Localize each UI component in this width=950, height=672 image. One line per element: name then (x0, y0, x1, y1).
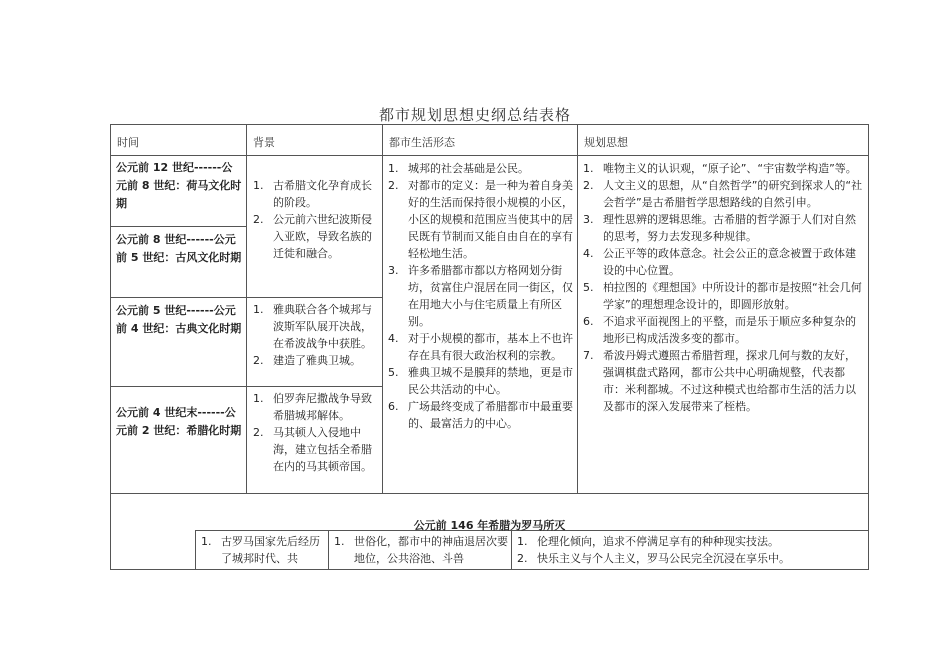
list-item: 6. 广场最终变成了希腊都市中最重要的、最富活力的中心。 (388, 400, 573, 430)
list-item: 1. 伦理化倾向，追求不停满足享有的种种现实技法。 (517, 535, 779, 548)
grid-line (328, 530, 329, 570)
roman-background (199, 533, 325, 569)
planning-list (581, 160, 865, 415)
period-classical: 公元前 5 世纪------公元前 4 世纪：古典文化时期 (116, 304, 242, 335)
period-homeric: 公元前 12 世纪------公元前 8 世纪：荷马文化时期 (116, 161, 242, 210)
roman-life (332, 533, 508, 569)
header-time: 时间 (117, 136, 139, 149)
background-hellenistic-list (251, 390, 379, 475)
grid-line (111, 386, 382, 387)
list-item: 6. 不追求平面视图上的平整，而是乐于顺应多种复杂的地形已构成活泼多变的都市。 (583, 315, 856, 345)
list-item: 1. 唯物主义的认识观，“原子论”、“宇宙数学构造”等。 (583, 162, 857, 175)
grid-line (111, 493, 868, 494)
period-hellenistic: 公元前 4 世纪末------公元前 2 世纪：希腊化时期 (116, 406, 242, 437)
roman-planning-list (515, 533, 865, 567)
grid-line (246, 125, 247, 493)
grid-line (577, 125, 578, 493)
roman-life-list (332, 533, 508, 567)
list-item: 4. 对于小规模的都市，基本上不也许存在具有很大政治权利的宗教。 (388, 332, 573, 362)
list-item: 1. 雅典联合各个城邦与波斯军队展开决战，在希波战争中获胜。 (253, 303, 372, 350)
list-item: 7. 希波丹姆式遵照古希腊哲理，探求几何与数的友好，强调棋盘式路网，都市公共中心明确规整，代表都市：米利都城。不过这种模式也给都市生活的活力以及都市的深入发展带来了桎梏。 (583, 349, 856, 413)
background-classical (251, 301, 379, 369)
life-cell (386, 160, 574, 432)
summary-table (110, 124, 869, 570)
background-classical-list (251, 301, 379, 369)
list-item: 1. 城邦的社会基础是公民。 (388, 162, 529, 175)
grid-line (111, 226, 246, 227)
list-item: 5. 雅典卫城不是膜拜的禁地，更是市民公共活动的中心。 (388, 366, 573, 396)
header-planning: 规划思想 (584, 136, 628, 149)
period-archaic: 公元前 8 世纪------公元前 5 世纪：古风文化时期 (116, 233, 242, 264)
grid-line (111, 155, 868, 156)
list-item: 3. 理性思辨的逻辑思维。古希腊的哲学源于人们对自然的思考，努力去发现多种规律。 (583, 213, 856, 243)
list-item: 2. 公元前六世纪波斯侵入亚欧，导致名族的迁徙和融合。 (253, 213, 372, 260)
grid-line (511, 530, 512, 570)
roman-background-list (199, 533, 325, 567)
list-item: 3. 许多希腊都市都以方格网划分街坊，贫富住户混居在同一街区，仅在用地大小与住宅质量上有所区别。 (388, 264, 573, 328)
roman-conquest-banner: 公元前 146 年希腊为罗马所灭 (413, 519, 566, 532)
planning-cell (581, 160, 865, 415)
background-hellenistic (251, 390, 379, 475)
header-background: 背景 (253, 136, 275, 149)
list-item: 1. 世俗化，都市中的神庙退居次要地位，公共浴池、斗兽 (334, 535, 508, 565)
grid-line (195, 530, 196, 570)
list-item: 5. 柏拉图的《理想国》中所设计的都市是按照“社会几何学家”的理想理念设计的，即圆形放射。 (583, 281, 862, 311)
background-early-list (251, 177, 379, 262)
life-list (386, 160, 574, 432)
list-item: 2. 对都市的定义：是一种为着自身美好的生活而保持很小规模的小区，小区的规模和范围应当使其中的居民既有节制而又能自由自在的享有轻松地生活。 (388, 179, 573, 260)
list-item: 4. 公正平等的政体意念。社会公正的意念被置于政体建设的中心位置。 (583, 247, 856, 277)
grid-line (382, 125, 383, 493)
list-item: 2. 马其顿人入侵地中海，建立包括全希腊在内的马其顿帝国。 (253, 426, 372, 473)
grid-line (111, 297, 382, 298)
background-early (251, 177, 379, 262)
roman-planning (515, 533, 865, 569)
list-item: 1. 古罗马国家先后经历了城邦时代、共 (201, 535, 320, 565)
list-item: 2. 快乐主义与个人主义，罗马公民完全沉浸在享乐中。 (517, 552, 790, 565)
header-life: 都市生活形态 (389, 136, 455, 149)
list-item: 2. 建造了雅典卫城。 (253, 354, 361, 367)
list-item: 1. 古希腊文化孕育成长的阶段。 (253, 179, 372, 209)
page-title: 都市规划思想史纲总结表格 (378, 106, 571, 124)
list-item: 1. 伯罗奔尼撒战争导致希腊城邦解体。 (253, 392, 372, 422)
list-item: 2. 人文主义的思想，从“自然哲学”的研究到探求人的“社会哲学”是古希腊哲学思想路线的自然引申。 (583, 179, 863, 209)
